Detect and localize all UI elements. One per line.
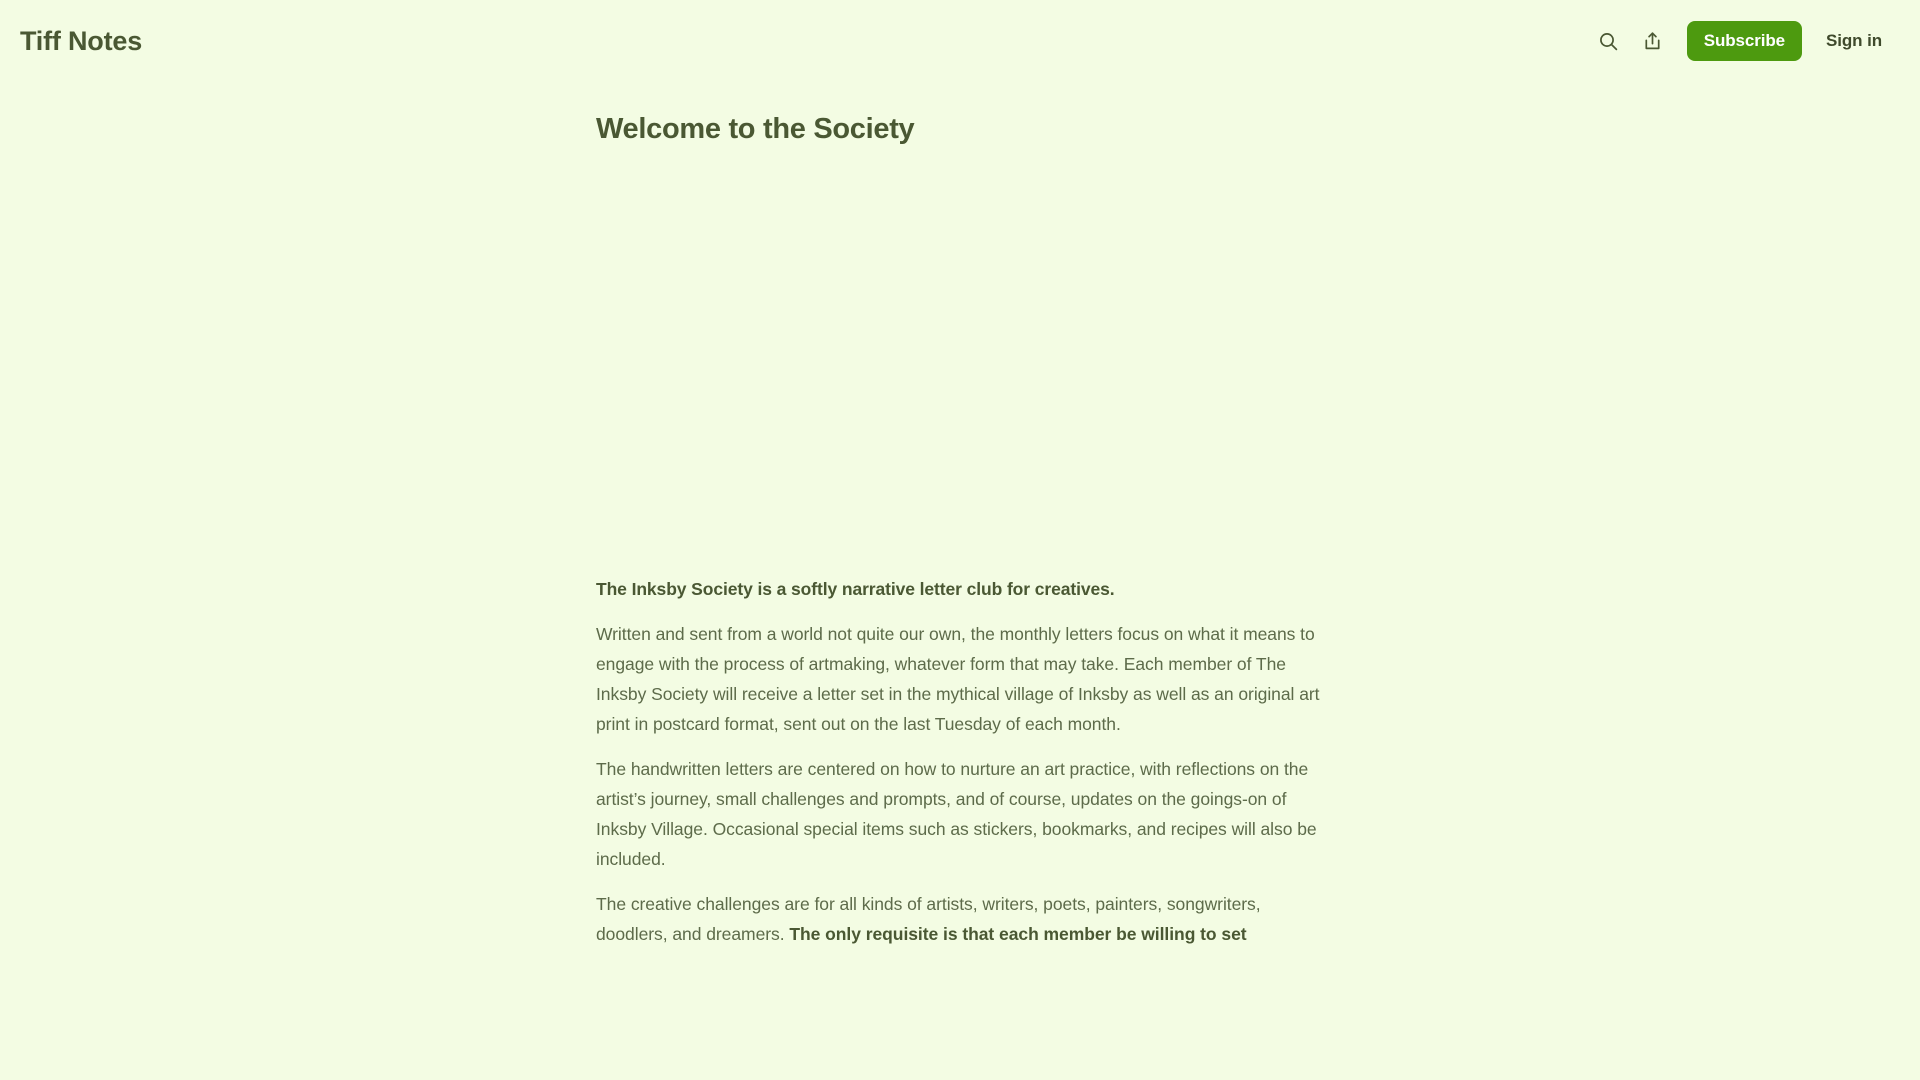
page-title: Welcome to the Society bbox=[596, 113, 915, 145]
header-actions bbox=[1587, 19, 1896, 63]
article-main bbox=[596, 111, 1326, 949]
signin-button[interactable]: Sign in bbox=[1812, 21, 1896, 61]
subscribe-button[interactable]: Subscribe bbox=[1687, 21, 1802, 61]
article-paragraph-3 bbox=[596, 889, 1326, 949]
search-button[interactable] bbox=[1587, 19, 1631, 63]
article-paragraph-2: The handwritten letters are centered on how to nurture an art practice, with reflections on the artist’s journey, small challenges and prompts, and of course, updates on the goings-on of Inksby Village. Occasional special items such as stickers, bookmarks, and recipes will also be included. bbox=[596, 759, 1317, 870]
share-button[interactable] bbox=[1631, 19, 1675, 63]
search-icon bbox=[1599, 32, 1618, 51]
site-header bbox=[0, 0, 1920, 82]
hero-image-placeholder bbox=[596, 177, 1326, 574]
article-paragraph-1: Written and sent from a world not quite our own, the monthly letters focus on what it means to engage with the process of artmaking, whatever form that may take. Each member of The Inksby Society will receive a letter set in the mythical village of Inksby as well as an original art print in postcard format, sent out on the last Tuesday of each month. bbox=[596, 624, 1320, 735]
site-brand-link[interactable]: Tiff Notes bbox=[20, 25, 143, 56]
article-lede: The Inksby Society is a softly narrative letter club for creatives. bbox=[596, 579, 1115, 600]
article-paragraph-3-lead: The creative challenges are for all kinds of artists, writers, poets, painters, songwriters, doodlers, and dreamers. bbox=[596, 894, 1261, 945]
share-icon bbox=[1643, 31, 1662, 51]
article-paragraph-3-bold: The only requisite is that each member be willing to set bbox=[789, 924, 1247, 945]
